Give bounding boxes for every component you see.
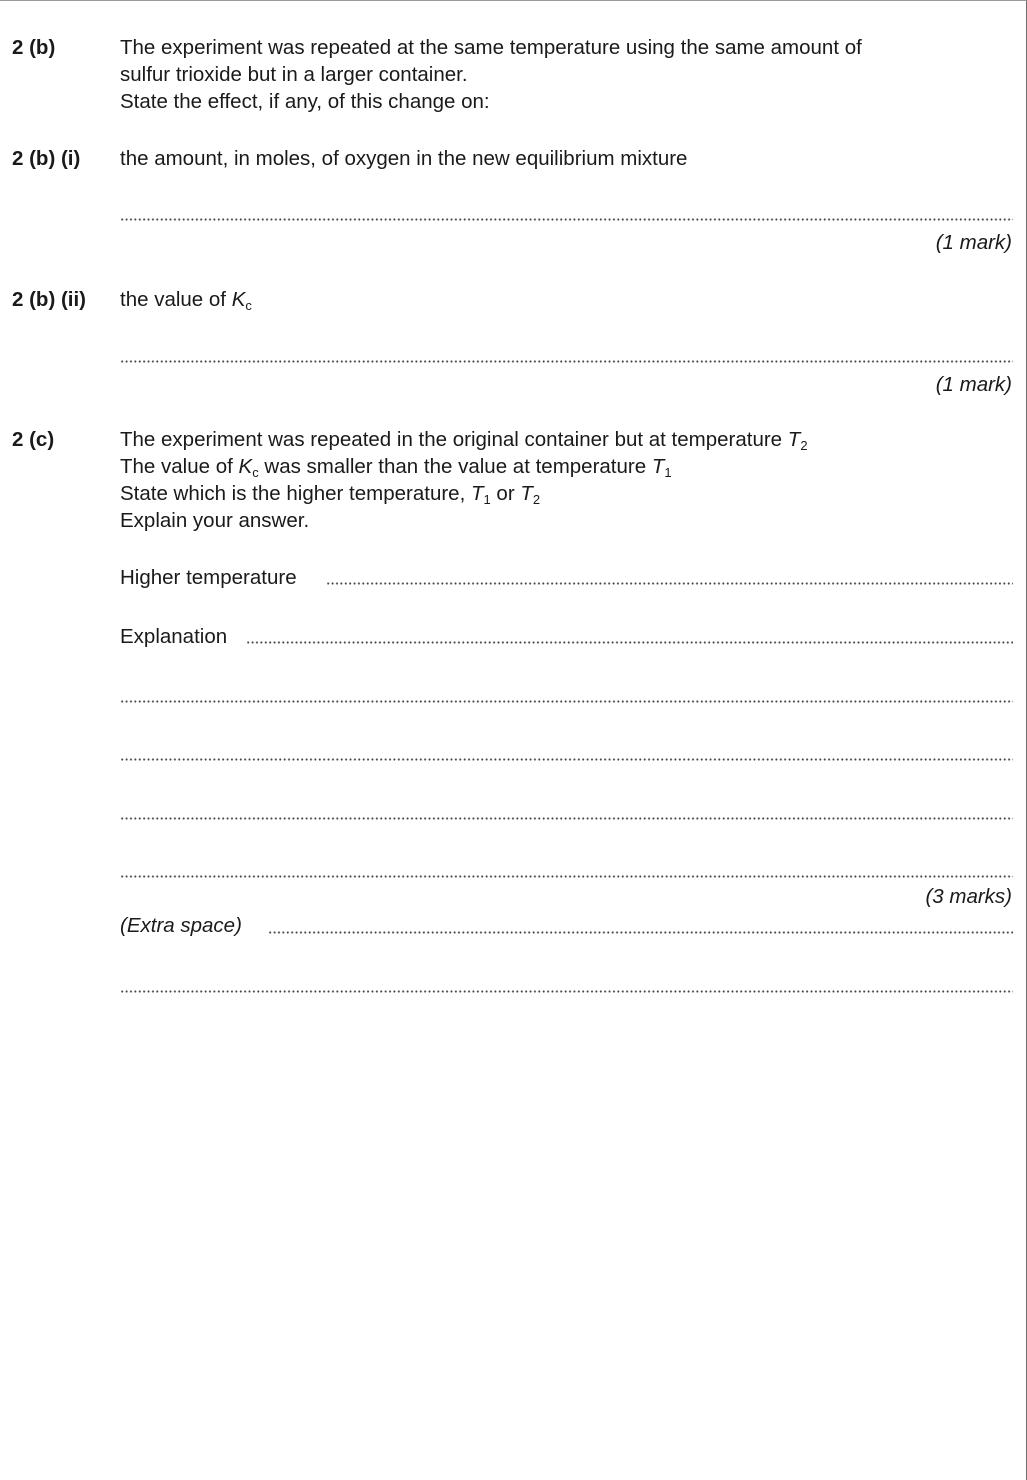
explanation-label: Explanation — [120, 625, 228, 648]
question-number-2bii: 2 (b) (ii) — [12, 288, 87, 311]
q2c-line-4: Explain your answer. — [120, 509, 310, 532]
marks-2c: (3 marks) — [925, 885, 1012, 908]
q2c-line-3-or: or — [490, 482, 521, 505]
t-subscript: 1 — [664, 465, 672, 480]
explanation-answer-line-4[interactable] — [120, 817, 1013, 820]
q2b-line-2: sulfur trioxide but in a larger container. — [120, 63, 468, 86]
q2bi-question: the amount, in moles, of oxygen in the new equilibrium mixture — [120, 147, 688, 170]
q2c-line-2-text-b: was smaller than the value at temperature — [258, 455, 652, 478]
q2c-line-3 — [120, 480, 540, 507]
kc-symbol: K — [238, 455, 253, 478]
answer-line-2bii[interactable] — [120, 360, 1013, 363]
t-subscript: 1 — [483, 492, 491, 507]
explanation-answer-line-3[interactable] — [120, 758, 1013, 761]
marks-2bii: (1 mark) — [935, 373, 1012, 396]
higher-temperature-label: Higher temperature — [120, 566, 297, 589]
t-subscript: 2 — [800, 438, 808, 453]
marks-2bi: (1 mark) — [935, 231, 1012, 254]
question-number-2c: 2 (c) — [12, 428, 55, 451]
q2c-line-2 — [120, 453, 672, 480]
extra-space-label: (Extra space) — [120, 914, 242, 937]
extra-space-answer-line-1[interactable] — [268, 931, 1013, 934]
kc-symbol: K — [231, 288, 246, 311]
q2c-line-1 — [120, 426, 808, 453]
higher-temperature-answer-line[interactable] — [326, 582, 1013, 585]
q2bii-question — [120, 286, 252, 313]
answer-line-2bi[interactable] — [120, 218, 1013, 221]
kc-subscript: c — [252, 465, 259, 480]
question-number-2bi: 2 (b) (i) — [12, 147, 81, 170]
q2b-line-3: State the effect, if any, of this change on: — [120, 90, 490, 113]
t-subscript: 2 — [532, 492, 541, 507]
q2b-line-1: The experiment was repeated at the same temperature using the same amount of — [120, 36, 862, 59]
q2bii-text: the value of — [120, 288, 232, 311]
extra-space-answer-line-2[interactable] — [120, 990, 1013, 993]
q2c-line-3-text: State which is the higher temperature, — [120, 482, 471, 505]
q2c-line-1-text: The experiment was repeated in the original container but at temperature — [120, 428, 788, 451]
kc-subscript: c — [245, 298, 252, 313]
question-number-2b: 2 (b) — [12, 36, 56, 59]
t-symbol: T — [651, 455, 665, 478]
t-symbol: T — [470, 482, 484, 505]
q2c-line-2-text-a: The value of — [120, 455, 239, 478]
explanation-answer-line-5[interactable] — [120, 875, 1013, 878]
t-symbol: T — [520, 482, 533, 505]
explanation-answer-line-1[interactable] — [246, 641, 1013, 644]
t-symbol: T — [787, 428, 801, 451]
explanation-answer-line-2[interactable] — [120, 700, 1013, 703]
